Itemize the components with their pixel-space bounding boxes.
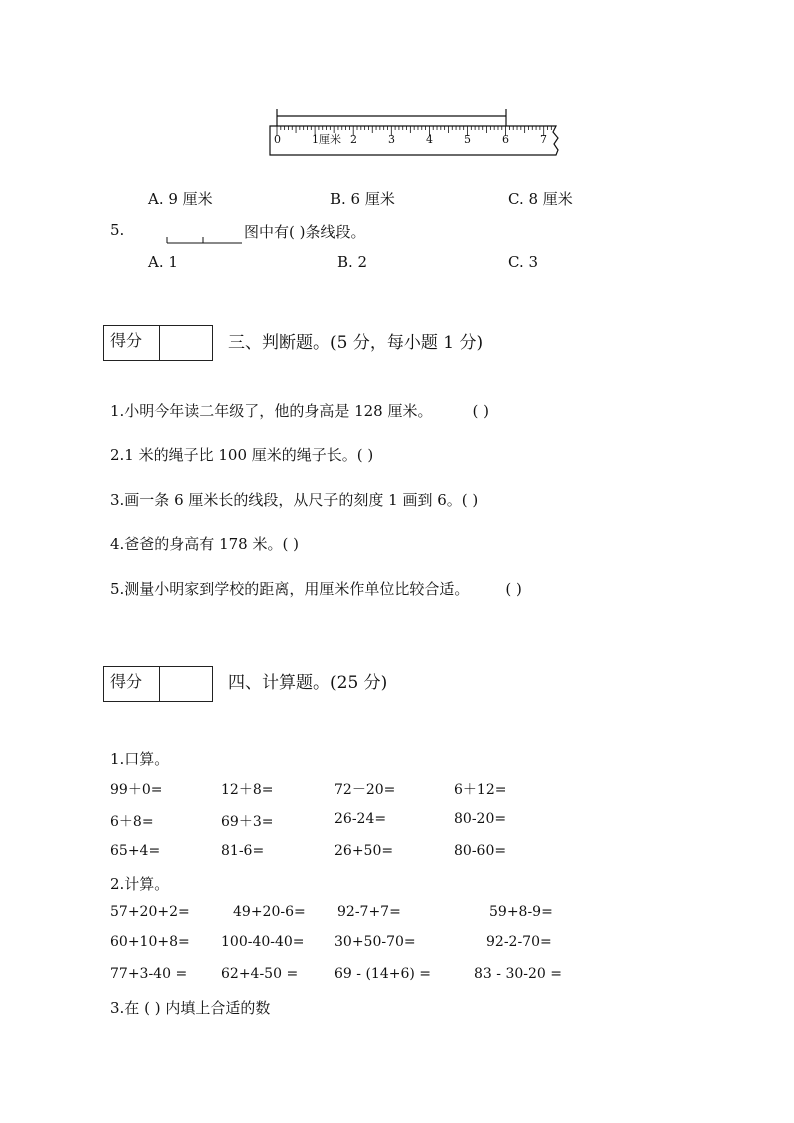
s4-sub2-r1c4: 59+8-9=	[489, 904, 553, 920]
s4-sub1-r3c3: 26+50=	[334, 843, 394, 859]
ruler-label-1: 1厘米	[312, 133, 341, 146]
s4-sub1-title: 1.口算。	[110, 750, 170, 768]
s4-sub1-r1c1: 99＋0=	[110, 782, 163, 798]
s4-sub1-r2c3: 26-24=	[334, 811, 387, 827]
s3-item-1: 1.小明今年读二年级了，他的身高是 128 厘米。 ( )	[110, 402, 489, 420]
section4-score-label: 得分	[110, 672, 143, 691]
s4-sub1-r1c4: 6＋12=	[454, 782, 507, 798]
ruler-label-5: 5	[464, 133, 471, 146]
section3-score-box	[103, 325, 213, 361]
q5-text: 图中有( )条线段。	[244, 223, 366, 241]
q5-option-c: C. 3	[508, 253, 539, 271]
s3-item-5: 5.测量小明家到学校的距离，用厘米作单位比较合适。 ( )	[110, 580, 522, 598]
q5-number: 5.	[110, 221, 125, 239]
s4-sub2-r1c1: 57+20+2=	[110, 904, 190, 920]
section4-score-box	[103, 666, 213, 702]
q5-option-a: A. 1	[148, 253, 178, 271]
section3-title: 三、判断题。(5 分，每小题 1 分)	[228, 333, 484, 353]
s4-sub2-r3c3: 69 - (14+6) =	[334, 966, 432, 982]
q4-option-c: C. 8 厘米	[508, 190, 573, 208]
s4-sub1-r2c4: 80-20=	[454, 811, 507, 827]
s4-sub1-r1c2: 12＋8=	[221, 782, 274, 798]
s4-sub1-r2c1: 6＋8=	[110, 814, 154, 830]
s4-sub2-r3c4: 83 - 30-20 =	[474, 966, 562, 982]
s4-sub2-r2c2: 100-40-40=	[221, 934, 305, 950]
s4-sub2-r2c3: 30+50-70=	[334, 934, 416, 950]
s4-sub1-r3c4: 80-60=	[454, 843, 507, 859]
s4-sub2-r2c1: 60+10+8=	[110, 934, 190, 950]
ruler-label-3: 3	[388, 133, 395, 146]
s4-sub2-title: 2.计算。	[110, 875, 170, 893]
s3-item-4: 4.爸爸的身高有 178 米。( )	[110, 535, 299, 553]
s4-sub2-r2c4: 92-2-70=	[486, 934, 552, 950]
q5-segment-figure	[165, 232, 245, 246]
s4-sub2-r3c1: 77+3-40 =	[110, 966, 188, 982]
s4-sub1-r3c2: 81-6=	[221, 843, 265, 859]
ruler-label-4: 4	[426, 133, 433, 146]
s3-item-3: 3.画一条 6 厘米长的线段，从尺子的刻度 1 画到 6。( )	[110, 491, 479, 509]
ruler-figure	[266, 106, 566, 158]
s4-sub3-title: 3.在 ( ) 内填上合适的数	[110, 999, 271, 1017]
ruler-label-0: 0	[274, 133, 281, 146]
section4-title: 四、计算题。(25 分)	[228, 673, 388, 693]
section3-score-label: 得分	[110, 331, 143, 350]
q4-option-a: A. 9 厘米	[148, 190, 213, 208]
s4-sub2-r1c3: 92-7+7=	[337, 904, 401, 920]
ruler-label-2: 2	[350, 133, 357, 146]
q4-option-b: B. 6 厘米	[330, 190, 395, 208]
q5-option-b: B. 2	[337, 253, 368, 271]
s4-sub2-r3c2: 62+4-50 =	[221, 966, 299, 982]
s4-sub1-r3c1: 65+4=	[110, 843, 161, 859]
s3-item-2: 2.1 米的绳子比 100 厘米的绳子长。( )	[110, 446, 374, 464]
s4-sub1-r1c3: 72－20=	[334, 782, 396, 798]
s4-sub1-r2c2: 69＋3=	[221, 814, 274, 830]
s4-sub2-r1c2: 49+20-6=	[233, 904, 306, 920]
ruler-label-6: 6	[502, 133, 509, 146]
ruler-label-7: 7	[540, 133, 547, 146]
